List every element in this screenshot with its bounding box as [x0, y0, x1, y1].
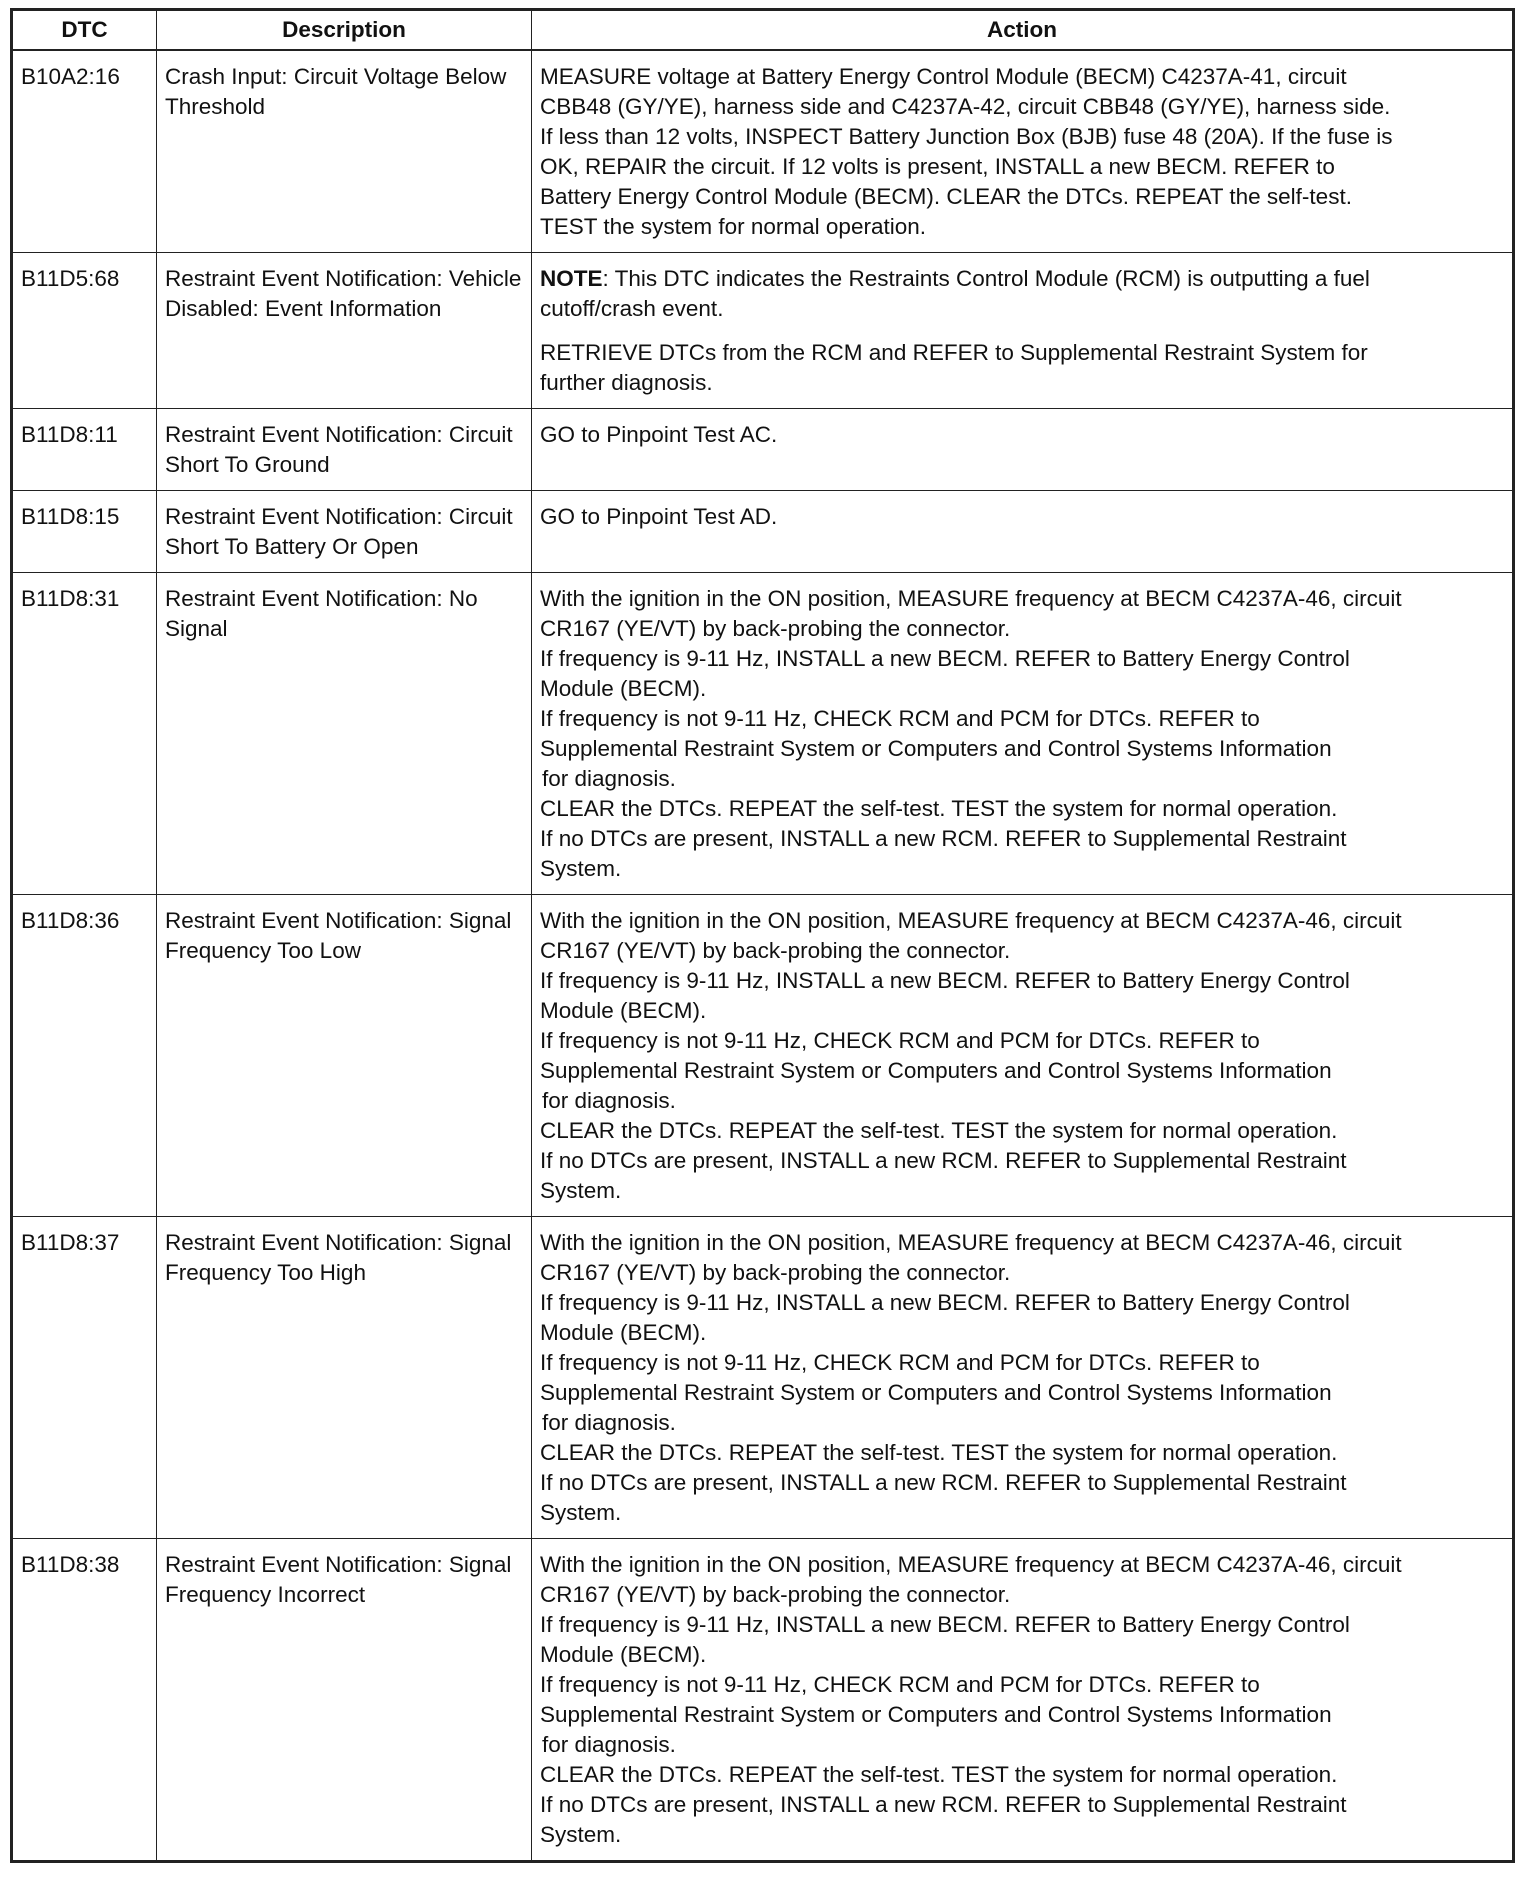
action-line: If frequency is not 9-11 Hz, CHECK RCM and PCM for DTCs. REFER to [540, 1350, 1260, 1375]
dtc-description: Restraint Event Notification: No Signal [157, 573, 532, 895]
dtc-table [10, 8, 1515, 1863]
action-line: OK, REPAIR the circuit. If 12 volts is present, INSTALL a new BECM. REFER to [540, 154, 1335, 179]
dtc-code: B11D8:15 [12, 491, 157, 573]
dtc-code: B11D8:11 [12, 409, 157, 491]
dtc-action [532, 1539, 1514, 1862]
action-line: RETRIEVE DTCs from the RCM and REFER to Supplemental Restraint System for [540, 340, 1368, 365]
dtc-code: B11D8:37 [12, 1217, 157, 1539]
action-line: TEST the system for normal operation. [540, 214, 926, 239]
header-dtc: DTC [12, 10, 157, 51]
dtc-code: B11D8:36 [12, 895, 157, 1217]
action-line: If frequency is 9-11 Hz, INSTALL a new BECM. REFER to Battery Energy Control [540, 1612, 1350, 1637]
action-line: If no DTCs are present, INSTALL a new RCM. REFER to Supplemental Restraint [540, 826, 1347, 851]
action-line: CLEAR the DTCs. REPEAT the self-test. TEST the system for normal operation. [540, 1440, 1338, 1465]
action-line: Module (BECM). [540, 1320, 707, 1345]
table-header-row [12, 10, 1514, 51]
action-line: With the ignition in the ON position, MEASURE frequency at BECM C4237A-46, circuit [540, 586, 1402, 611]
action-line: If frequency is 9-11 Hz, INSTALL a new BECM. REFER to Battery Energy Control [540, 968, 1350, 993]
dtc-action [532, 253, 1514, 409]
action-paragraph [540, 1228, 1504, 1528]
action-line: Module (BECM). [540, 1642, 707, 1667]
action-paragraph [540, 584, 1504, 884]
dtc-action [532, 409, 1514, 491]
action-paragraph [540, 420, 1504, 450]
dtc-action [532, 50, 1514, 253]
action-line: Supplemental Restraint System or Computers and Control Systems Information [540, 736, 1332, 761]
action-line: Supplemental Restraint System or Computers and Control Systems Information [540, 1702, 1332, 1727]
action-line: If no DTCs are present, INSTALL a new RCM. REFER to Supplemental Restraint [540, 1148, 1347, 1173]
table-row [12, 1217, 1514, 1539]
action-line: With the ignition in the ON position, MEASURE frequency at BECM C4237A-46, circuit [540, 1230, 1402, 1255]
table-row [12, 491, 1514, 573]
action-line: Battery Energy Control Module (BECM). CLEAR the DTCs. REPEAT the self-test. [540, 184, 1352, 209]
dtc-code: B10A2:16 [12, 50, 157, 253]
action-line: CLEAR the DTCs. REPEAT the self-test. TEST the system for normal operation. [540, 1762, 1338, 1787]
action-line: CLEAR the DTCs. REPEAT the self-test. TEST the system for normal operation. [540, 1118, 1338, 1143]
dtc-code: B11D5:68 [12, 253, 157, 409]
action-line: System. [540, 856, 622, 881]
action-line: If less than 12 volts, INSPECT Battery Junction Box (BJB) fuse 48 (20A). If the fuse is [540, 124, 1393, 149]
dtc-code: B11D8:38 [12, 1539, 157, 1862]
action-line: If no DTCs are present, INSTALL a new RCM. REFER to Supplemental Restraint [540, 1470, 1347, 1495]
action-line: CR167 (YE/VT) by back-probing the connector. [540, 1582, 1011, 1607]
table-row [12, 895, 1514, 1217]
action-paragraph [540, 906, 1504, 1206]
note-text: : This DTC indicates the Restraints Control Module (RCM) is outputting a fuel [602, 266, 1370, 291]
header-action: Action [532, 10, 1514, 51]
table-row [12, 253, 1514, 409]
table-body [12, 50, 1514, 1862]
dtc-description: Restraint Event Notification: Signal Frequency Incorrect [157, 1539, 532, 1862]
action-line: for diagnosis. [542, 1732, 676, 1757]
action-line: for diagnosis. [542, 1088, 676, 1113]
dtc-description: Restraint Event Notification: Signal Frequency Too Low [157, 895, 532, 1217]
action-line: If frequency is not 9-11 Hz, CHECK RCM and PCM for DTCs. REFER to [540, 706, 1260, 731]
action-line: If frequency is not 9-11 Hz, CHECK RCM and PCM for DTCs. REFER to [540, 1028, 1260, 1053]
table-row [12, 50, 1514, 253]
action-line: If no DTCs are present, INSTALL a new RCM. REFER to Supplemental Restraint [540, 1792, 1347, 1817]
action-line: System. [540, 1822, 622, 1847]
dtc-description: Restraint Event Notification: Vehicle Disabled: Event Information [157, 253, 532, 409]
action-line: CBB48 (GY/YE), harness side and C4237A-42, circuit CBB48 (GY/YE), harness side. [540, 94, 1391, 119]
dtc-action [532, 895, 1514, 1217]
action-line: System. [540, 1500, 622, 1525]
dtc-description: Restraint Event Notification: Circuit Short To Battery Or Open [157, 491, 532, 573]
action-line: If frequency is not 9-11 Hz, CHECK RCM and PCM for DTCs. REFER to [540, 1672, 1260, 1697]
table-row [12, 573, 1514, 895]
action-line: Supplemental Restraint System or Computers and Control Systems Information [540, 1380, 1332, 1405]
action-line: Module (BECM). [540, 676, 707, 701]
dtc-description: Crash Input: Circuit Voltage Below Threshold [157, 50, 532, 253]
note-line: cutoff/crash event. [540, 296, 724, 321]
action-line: CLEAR the DTCs. REPEAT the self-test. TEST the system for normal operation. [540, 796, 1338, 821]
dtc-action [532, 573, 1514, 895]
action-line: GO to Pinpoint Test AD. [540, 504, 778, 529]
action-line: MEASURE voltage at Battery Energy Control Module (BECM) C4237A-41, circuit [540, 64, 1347, 89]
dtc-action [532, 491, 1514, 573]
action-line: With the ignition in the ON position, MEASURE frequency at BECM C4237A-46, circuit [540, 1552, 1402, 1577]
action-line: If frequency is 9-11 Hz, INSTALL a new BECM. REFER to Battery Energy Control [540, 1290, 1350, 1315]
action-line: Supplemental Restraint System or Computers and Control Systems Information [540, 1058, 1332, 1083]
action-paragraph [540, 338, 1504, 398]
action-line: CR167 (YE/VT) by back-probing the connector. [540, 1260, 1011, 1285]
note-paragraph [540, 264, 1504, 324]
action-line: for diagnosis. [542, 1410, 676, 1435]
note-label: NOTE [540, 266, 603, 291]
action-line: further diagnosis. [540, 370, 713, 395]
action-line: CR167 (YE/VT) by back-probing the connector. [540, 938, 1011, 963]
action-line: If frequency is 9-11 Hz, INSTALL a new BECM. REFER to Battery Energy Control [540, 646, 1350, 671]
table-row [12, 1539, 1514, 1862]
header-description: Description [157, 10, 532, 51]
dtc-description: Restraint Event Notification: Circuit Short To Ground [157, 409, 532, 491]
dtc-description: Restraint Event Notification: Signal Frequency Too High [157, 1217, 532, 1539]
action-paragraph [540, 1550, 1504, 1850]
action-line: With the ignition in the ON position, MEASURE frequency at BECM C4237A-46, circuit [540, 908, 1402, 933]
dtc-code: B11D8:31 [12, 573, 157, 895]
action-line: Module (BECM). [540, 998, 707, 1023]
table-row [12, 409, 1514, 491]
action-line: GO to Pinpoint Test AC. [540, 422, 778, 447]
action-line: for diagnosis. [542, 766, 676, 791]
dtc-action [532, 1217, 1514, 1539]
action-paragraph [540, 502, 1504, 532]
note-line [540, 264, 1504, 294]
action-paragraph [540, 62, 1504, 242]
action-line: CR167 (YE/VT) by back-probing the connector. [540, 616, 1011, 641]
action-line: System. [540, 1178, 622, 1203]
